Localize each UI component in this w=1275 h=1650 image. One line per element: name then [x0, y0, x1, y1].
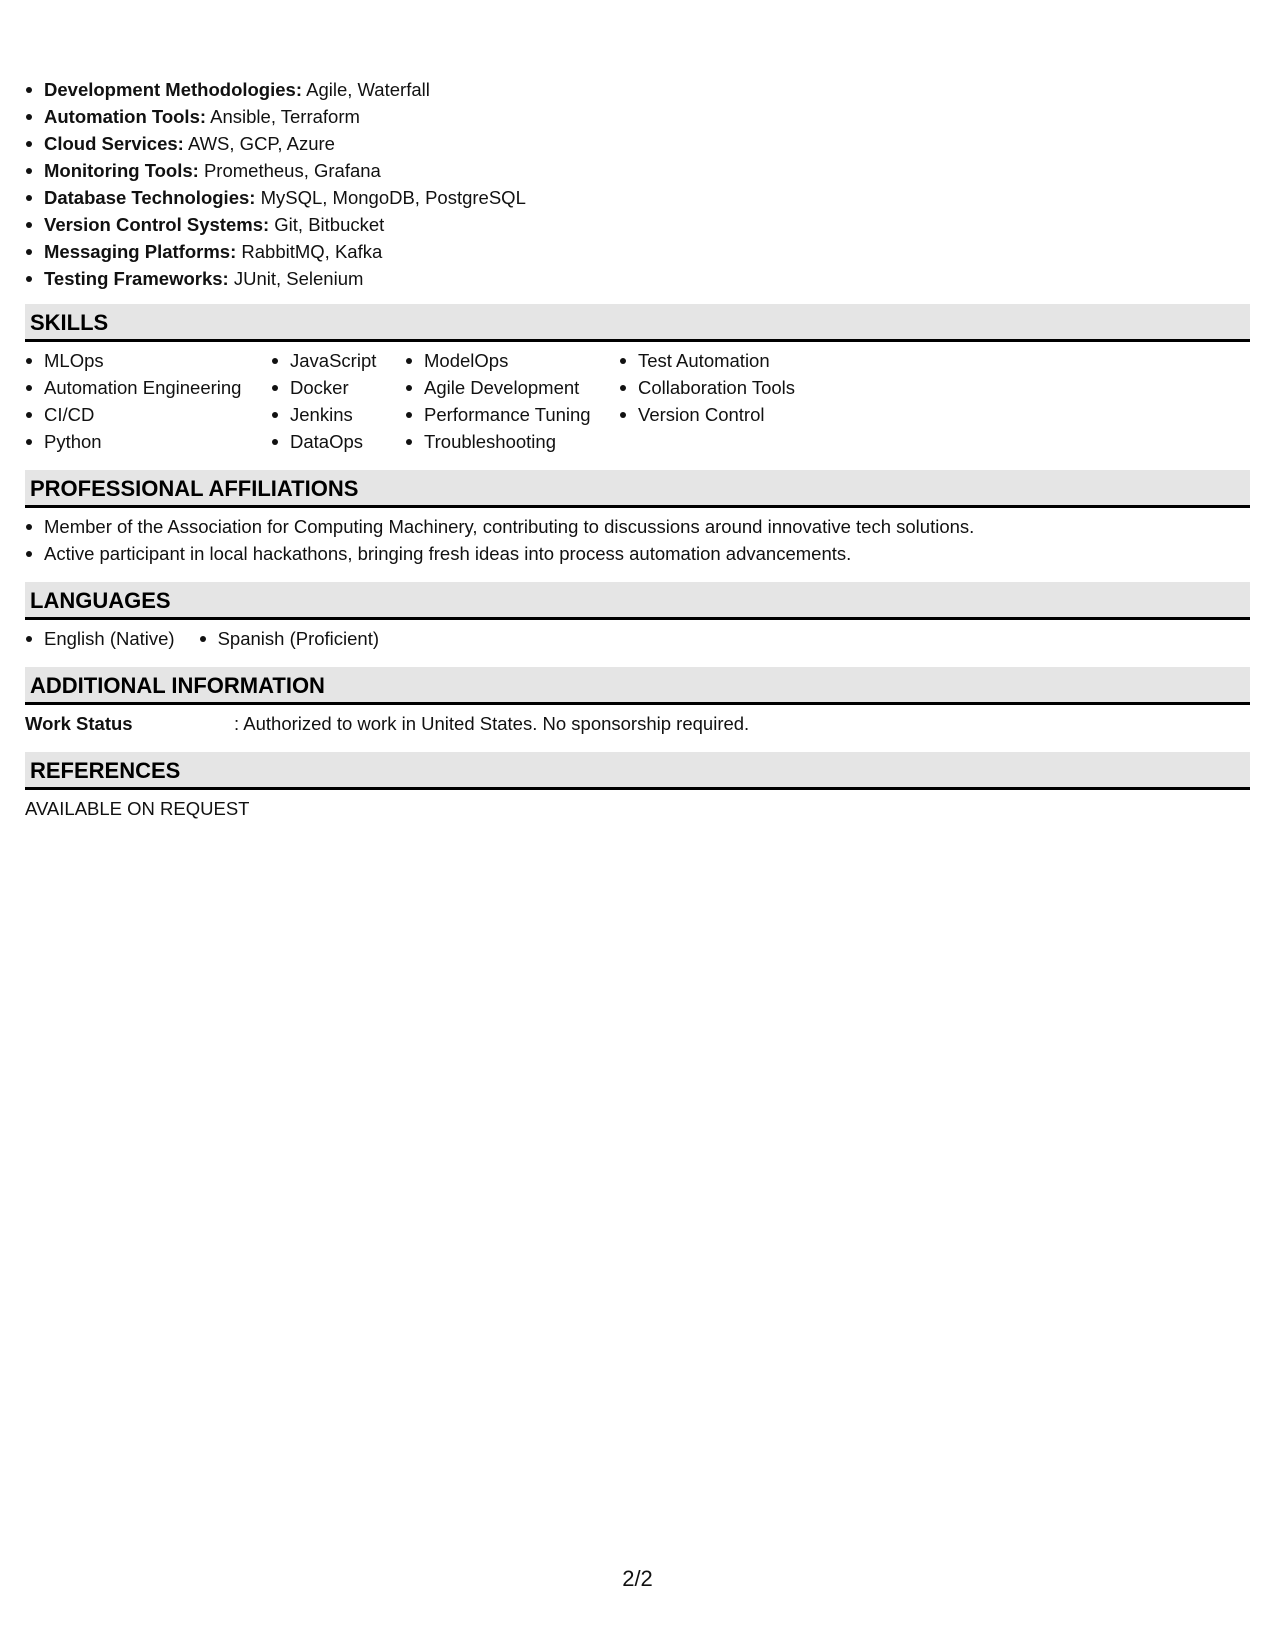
skill-item: Python — [25, 428, 247, 455]
affiliation-item: Member of the Association for Computing Machinery, contributing to discussions around innovative tech solutions. — [25, 513, 1250, 540]
languages-section-header — [25, 582, 1250, 620]
tech-category-label: Testing Frameworks: — [44, 268, 229, 289]
skill-item: Test Automation — [619, 347, 819, 374]
tech-category-label: Database Technologies: — [44, 187, 256, 208]
section-title: REFERENCES — [30, 758, 181, 783]
section-title: LANGUAGES — [30, 588, 171, 613]
technical-skills-list — [25, 76, 1250, 292]
tech-category-value: Git, Bitbucket — [269, 214, 385, 235]
skill-item: Agile Development — [405, 374, 595, 401]
resume-page — [25, 76, 1250, 835]
skill-item: JavaScript — [271, 347, 381, 374]
skill-item: Performance Tuning — [405, 401, 595, 428]
list-item — [25, 211, 1250, 238]
work-status-row — [25, 710, 1250, 737]
section-title: SKILLS — [30, 310, 109, 335]
skill-item: Jenkins — [271, 401, 381, 428]
skill-item: Automation Engineering — [25, 374, 247, 401]
section-title: ADDITIONAL INFORMATION — [30, 673, 325, 698]
list-item — [25, 157, 1250, 184]
tech-category-label: Development Methodologies: — [44, 79, 302, 100]
language-item: Spanish (Proficient) — [199, 625, 379, 652]
skills-section-header — [25, 304, 1250, 342]
skill-item: Collaboration Tools — [619, 374, 819, 401]
list-item — [25, 76, 1250, 103]
list-item — [25, 184, 1250, 211]
references-section-header — [25, 752, 1250, 790]
language-item: English (Native) — [25, 625, 175, 652]
affiliations-section-header — [25, 470, 1250, 508]
additional-info-section-header — [25, 667, 1250, 705]
tech-category-label: Version Control Systems: — [44, 214, 270, 235]
list-item — [25, 103, 1250, 130]
list-item — [25, 238, 1250, 265]
skill-item: Docker — [271, 374, 381, 401]
affiliation-item: Active participant in local hackathons, bringing fresh ideas into process automation advancements. — [25, 540, 1250, 567]
skills-column — [405, 347, 595, 455]
affiliations-list — [25, 508, 1250, 580]
references-text: AVAILABLE ON REQUEST — [25, 798, 250, 819]
tech-category-label: Monitoring Tools: — [44, 160, 199, 181]
skill-item: Troubleshooting — [405, 428, 595, 455]
skills-column — [619, 347, 819, 455]
tech-category-value: MySQL, MongoDB, PostgreSQL — [255, 187, 526, 208]
references-body — [25, 790, 1250, 835]
languages-list — [25, 620, 1250, 665]
tech-category-label: Messaging Platforms: — [44, 241, 237, 262]
list-item — [25, 130, 1250, 157]
page-number: 2/2 — [622, 1566, 653, 1591]
skills-column — [25, 347, 247, 455]
additional-info-body — [25, 705, 1250, 750]
tech-category-value: RabbitMQ, Kafka — [236, 241, 383, 262]
tech-category-value: Agile, Waterfall — [302, 79, 430, 100]
tech-category-value: JUnit, Selenium — [228, 268, 364, 289]
tech-category-label: Cloud Services: — [44, 133, 184, 154]
section-title: PROFESSIONAL AFFILIATIONS — [30, 476, 359, 501]
skill-item: Version Control — [619, 401, 819, 428]
list-item — [25, 265, 1250, 292]
skill-item: CI/CD — [25, 401, 247, 428]
work-status-label: Work Status — [25, 713, 133, 734]
skill-item: DataOps — [271, 428, 381, 455]
tech-category-value: AWS, GCP, Azure — [183, 133, 335, 154]
skill-item: ModelOps — [405, 347, 595, 374]
skills-grid — [25, 342, 1250, 468]
tech-category-label: Automation Tools: — [44, 106, 207, 127]
skills-column — [271, 347, 381, 455]
tech-category-value: Prometheus, Grafana — [198, 160, 381, 181]
tech-category-value: Ansible, Terraform — [206, 106, 360, 127]
work-status-value: : Authorized to work in United States. No sponsorship required. — [234, 713, 750, 734]
skill-item: MLOps — [25, 347, 247, 374]
